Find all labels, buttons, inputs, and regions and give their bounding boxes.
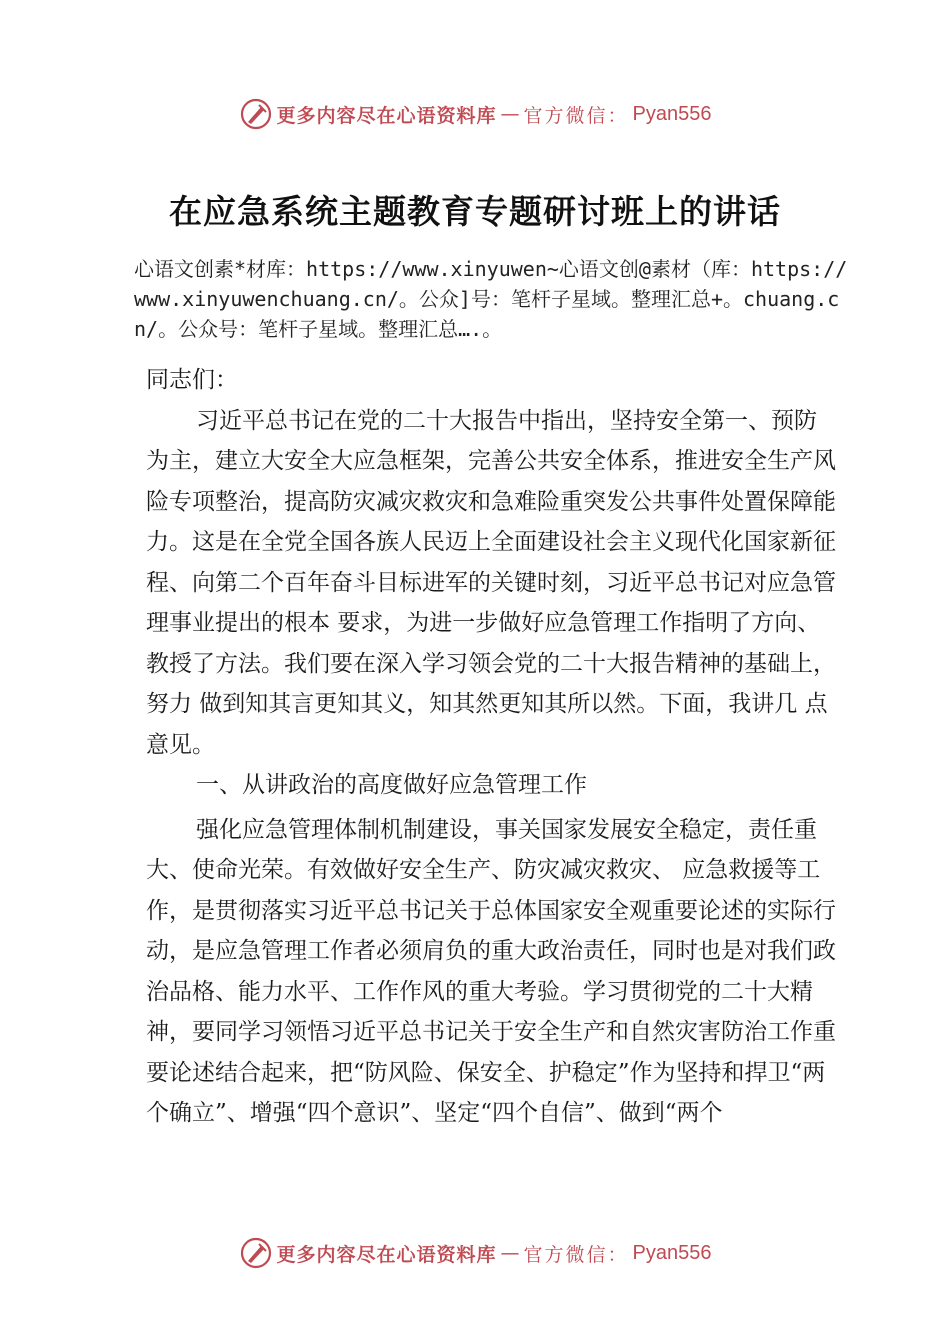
- banner-separator: —: [500, 1242, 520, 1264]
- footer-banner: [0, 1233, 950, 1273]
- banner-wechat-id: Pyan556: [632, 1241, 712, 1264]
- banner-wechat-id: Pyan556: [632, 102, 712, 125]
- paragraph: 强化应急管理体制机制建设，事关国家发展安全稳定，责任重大、使命光荣。有效做好安全生产、防灾减灾救灾、 应急救援等工作，是贯彻落实习近平总书记关于总体国家安全观重要论述的实际行动，是应急管理工作者必须肩负的重大政治责任，同时也是对我们政治品格、能力水平、工作作风的重大考验。学习贯彻党的二十大精神，要同学习领悟习近平总书记关于安全生产和自然灾害防治工作重要论述结合起来，把“防风险、保安全、护稳定”作为坚持和捍卫“两个确立”、增强“四个意识”、坚定“四个自信”、做到“两个: [146, 816, 836, 1126]
- document-body: [146, 360, 836, 1134]
- pen-logo-icon: [239, 97, 273, 131]
- paragraph: 习近平总书记在党的二十大报告中指出，坚持安全第一、预防为主，建立大安全大应急框架，完善公共安全体系，推进安全生产风险专项整治，提高防灾减灾救灾和急难险重突发公共事件处置保障能力。这是在全党全国各族人民迈上全面建设社会主义现代化国家新征程、向第二个百年奋斗目标进军的关键时刻，习近平总书记对应急管理事业提出的根本 要求，为进一步做好应急管理工作指明了方向、教授了方法。我们要在深入学习领会党的二十大报告精神的基础上，努力 做到知其言更知其义，知其然更知其所以然。下面，我讲几 点意见。: [146, 407, 836, 758]
- banner-text: 更多内容尽在心语资料库: [276, 104, 497, 127]
- document-title: 在应急系统主题教育专题研讨班上的讲话: [169, 192, 781, 231]
- section-heading: 一、从讲政治的高度做好应急管理工作: [196, 772, 587, 798]
- banner-wechat-label: 官方微信：: [523, 104, 629, 127]
- header-banner: [0, 94, 950, 134]
- banner-wechat-label: 官方微信：: [523, 1243, 629, 1266]
- banner-text: 更多内容尽在心语资料库: [276, 1243, 497, 1266]
- pen-logo-icon: [239, 1236, 273, 1270]
- banner-separator: —: [500, 103, 520, 125]
- salutation: 同志们：: [146, 367, 238, 393]
- source-line: 心语文创素*材库：https://www.xinyuwen~心语文创@素材（库：https://www.xinyuwenchuang.cn/。公众]号：笔杆子星域。整理汇总+。chuang.cn/。公众号：笔杆子星域。整理汇总….。: [134, 257, 848, 341]
